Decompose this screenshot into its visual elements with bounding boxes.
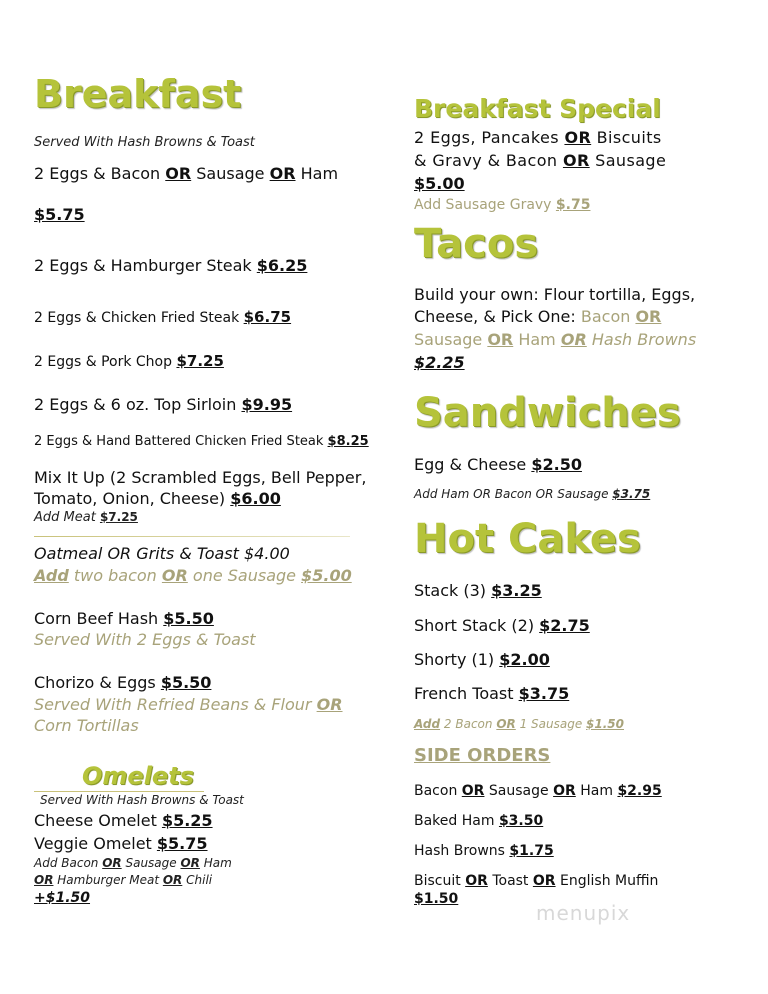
menu-item-corn-beef-hash: Corn Beef Hash $5.50 [34,609,214,628]
menu-item-bacon-sausage-ham: 2 Eggs & Bacon OR Sausage OR Ham [34,164,339,183]
omelets-addon-price: +$1.50 [34,890,91,906]
breakfast-subtitle: Served With Hash Browns & Toast [34,135,255,150]
tacos-line3: Sausage OR Ham OR Hash Browns [414,330,697,349]
breakfast-special-heading: Breakfast Special [414,94,661,123]
side-baked-ham: Baked Ham $3.50 [414,813,544,829]
sandwiches-heading: Sandwiches [414,390,681,436]
side-hash-browns: Hash Browns $1.75 [414,843,554,859]
omelets-heading: Omelets [82,762,194,790]
menu-item-cheese-omelet: Cheese Omelet $5.25 [34,811,213,830]
chorizo-note-line2: Corn Tortillas [34,716,139,735]
menu-item-stack: Stack (3) $3.25 [414,581,542,600]
oatmeal-addon: Add two bacon OR one Sausage $5.00 [34,566,352,585]
menu-item-hamburger-steak: 2 Eggs & Hamburger Steak $6.25 [34,256,308,275]
side-biscuit-price: $1.50 [414,891,459,907]
menu-item-top-sirloin: 2 Eggs & 6 oz. Top Sirloin $9.95 [34,395,293,414]
sandwiches-addon: Add Ham OR Bacon OR Sausage $3.75 [414,487,651,501]
special-addon: Add Sausage Gravy $.75 [414,197,591,213]
menu-item-chorizo: Chorizo & Eggs $5.50 [34,673,212,692]
special-price: $5.00 [414,174,465,193]
side-orders-heading: SIDE ORDERS [414,745,551,766]
hot-cakes-heading: Hot Cakes [414,516,641,562]
menu-item-french-toast: French Toast $3.75 [414,684,570,703]
tacos-line1: Build your own: Flour tortilla, Eggs, [414,285,696,304]
menu-item-oatmeal: Oatmeal OR Grits & Toast $4.00 [34,544,290,563]
menu-item-veggie-omelet: Veggie Omelet $5.75 [34,834,208,853]
omelets-underline [34,791,204,792]
omelets-subtitle: Served With Hash Browns & Toast [40,793,244,807]
special-line1: 2 Eggs, Pancakes OR Biscuits [414,128,662,147]
omelets-addon-line2: OR Hamburger Meat OR Chili [34,873,213,887]
menu-item-hand-battered-chicken: 2 Eggs & Hand Battered Chicken Fried Steak $8.25 [34,434,369,449]
side-bacon-sausage-ham: Bacon OR Sausage OR Ham $2.95 [414,783,662,799]
menu-item-mix-it-up-line2: Tomato, Onion, Cheese) $6.00 [34,489,281,508]
mix-it-up-addon: Add Meat $7.25 [34,510,138,525]
menu-item-shorty: Shorty (1) $2.00 [414,650,550,669]
tacos-line2: Cheese, & Pick One: Bacon OR [414,307,662,326]
menu-item-short-stack: Short Stack (2) $2.75 [414,616,590,635]
watermark-logo: menupix [536,901,631,925]
tacos-heading: Tacos [414,221,539,267]
hot-cakes-addon: Add 2 Bacon OR 1 Sausage $1.50 [414,717,625,731]
corn-beef-hash-note: Served With 2 Eggs & Toast [34,630,256,649]
price-bacon-sausage-ham: $5.75 [34,205,85,224]
menu-item-chicken-fried-steak: 2 Eggs & Chicken Fried Steak $6.75 [34,308,292,326]
side-biscuit-toast-muffin: Biscuit OR Toast OR English Muffin [414,873,659,889]
section-divider [34,536,350,537]
chorizo-note-line1: Served With Refried Beans & Flour OR [34,695,343,714]
menu-item-mix-it-up-line1: Mix It Up (2 Scrambled Eggs, Bell Pepper, [34,468,367,487]
omelets-addon-line1: Add Bacon OR Sausage OR Ham [34,856,232,870]
menu-item-egg-cheese: Egg & Cheese $2.50 [414,455,582,474]
special-line2: & Gravy & Bacon OR Sausage [414,151,667,170]
breakfast-heading: Breakfast [34,72,242,116]
tacos-price: $2.25 [414,353,465,372]
menu-item-pork-chop: 2 Eggs & Pork Chop $7.25 [34,352,224,370]
